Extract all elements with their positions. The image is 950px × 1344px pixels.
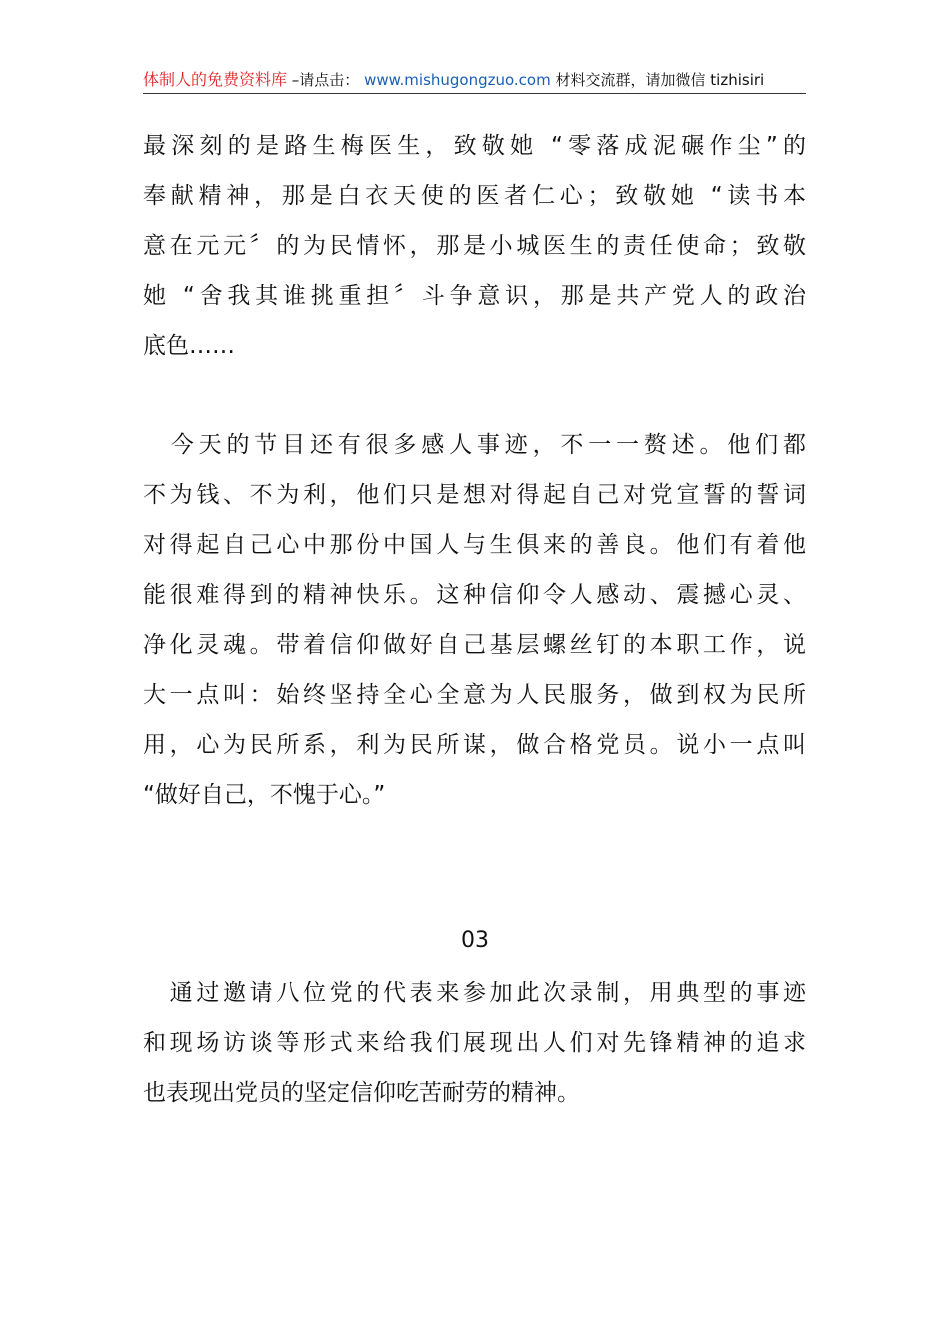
text-line: 通过邀请八位党的代表来参加此次录制，用典型的事迹 — [143, 980, 806, 1006]
text-line: 大一点叫：始终坚持全心全意为人民服务，做到权为民所 — [143, 682, 806, 708]
wechat-text: 材料交流群，请加微信 tizhisiri — [555, 71, 765, 89]
text-line: 和现场访谈等形式来给我们展现出人们对先锋精神的追求 — [143, 1030, 806, 1056]
text-line: 最深刻的是路生梅医生，致敬她 “零落成泥碾作尘”的 — [143, 133, 806, 159]
text-line: 不为钱、不为利，他们只是想对得起自己对党宣誓的誓词 — [143, 482, 806, 508]
text-line: 能很难得到的精神快乐。这种信仰令人感动、震撼心灵、 — [143, 582, 806, 608]
text-line: 用，心为民所系，利为民所谋，做合格党员。说小一点叫 — [143, 732, 806, 758]
text-line: 奉献精神，那是白衣天使的医者仁心；致敬她 “读书本 — [143, 183, 806, 209]
text-line: 底色…… — [143, 333, 235, 359]
page-header — [143, 69, 806, 94]
text-line: 意在元元〞的为民情怀，那是小城医生的责任使命；致敬 — [143, 233, 806, 259]
text-line: 今天的节目还有很多感人事迹，不一一赘述。他们都 — [143, 432, 806, 458]
text-line: 她 “舍我其谁挑重担〞斗争意识，那是共产党人的政治 — [143, 283, 806, 309]
text-line: “做好自己，不愧于心。” — [143, 782, 386, 808]
brand-text: 体制人的免费资料库 — [143, 70, 288, 89]
text-line: 净化灵魂。带着信仰做好自己基层螺丝钉的本职工作，说 — [143, 632, 806, 658]
section-number: 03 — [461, 928, 489, 953]
text-line: 对得起自己心中那份中国人与生俱来的善良。他们有着他 — [143, 532, 806, 558]
text-line: 也表现出党员的坚定信仰吃苦耐劳的精神。 — [143, 1080, 580, 1106]
website-link[interactable]: www.mishugongzuo.com — [364, 71, 551, 89]
prompt-text: –请点击： — [291, 71, 360, 89]
